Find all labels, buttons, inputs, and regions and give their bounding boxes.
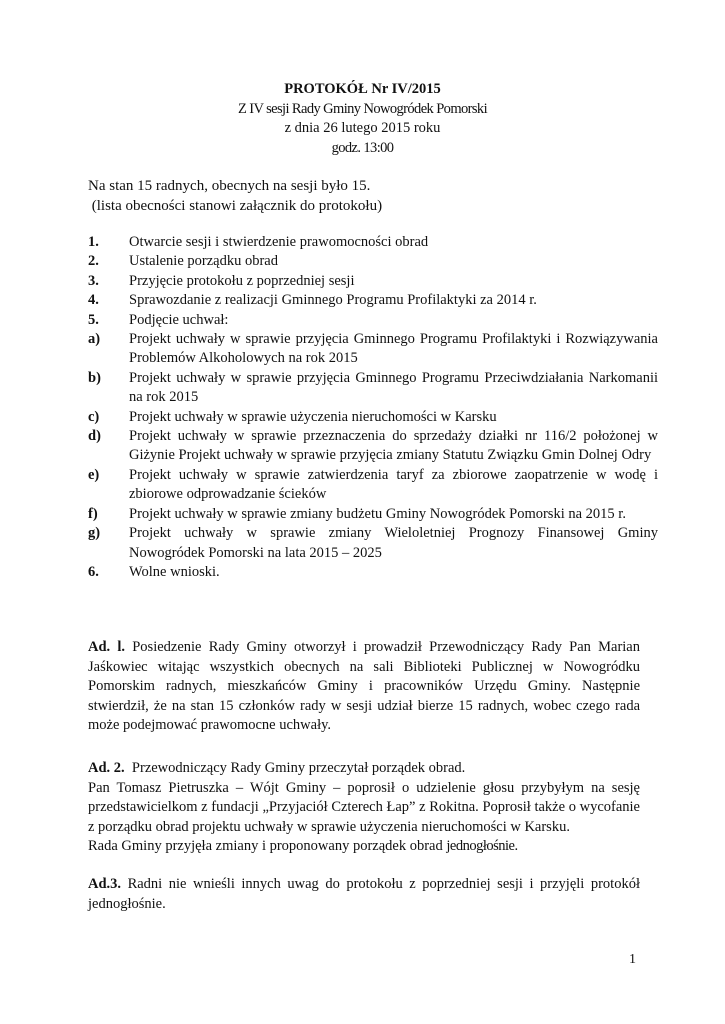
agenda-item-number: g) <box>88 525 101 542</box>
agenda-item-number: e) <box>88 466 100 483</box>
ad1-text: Posiedzenie Rady Gminy otworzył i prowadził Przewodniczący Rady Pan Marian Jaśkowiec witając wszystkich obecnych na sali Biblioteki Publicznej w Nowogródku Pomorskim radnych, mieszkańców Gminy i pracowników Urzędu Gminy. Następnie stwierdził, że na stan 15 członków rady w sesji udział bierze 15 radnych, wobec czego rada może podejmować prawomocne uchwały. <box>88 639 640 733</box>
section-ad1 <box>88 638 640 736</box>
ad3-label: Ad.3. <box>88 876 122 892</box>
section-ad3 <box>88 875 640 914</box>
ad3-text: Radni nie wnieśli innych uwag do protokołu z poprzedniej sesji i przyjęli protokół jednogłośnie. <box>88 876 640 912</box>
agenda-item-number: a) <box>88 331 101 348</box>
agenda-item-text: Projekt uchwały w sprawie zmiany budżetu Gminy Nowogródek Pomorski na 2015 r. <box>129 505 626 522</box>
agenda-item-text: Sprawozdanie z realizacji Gminnego Programu Profilaktyki za 2014 r. <box>129 292 537 309</box>
ad2-paragraph <box>88 779 640 838</box>
agenda-item-text: Otwarcie sesji i stwierdzenie prawomocności obrad <box>129 234 429 250</box>
agenda-item <box>88 466 658 505</box>
ad2-text-1: Przewodniczący Rady Gminy przeczytał porządek obrad. <box>124 760 466 776</box>
ad2-text-2: Pan Tomasz Pietruszka – Wójt Gminy – poprosił o udzielenie głosu przybyłym na sesję przedstawicielkom z fundacji „Przyjaciół Czterech Łap” z Rokitna. Poprosił także o wycofanie z porządku obrad projektu uchwały w sprawie użyczenia nieruchomości w Karsku. <box>88 779 640 835</box>
agenda-item-number: 2. <box>88 253 99 270</box>
agenda-item <box>88 505 658 524</box>
attendance-note <box>88 176 648 216</box>
attendance-list-note: (lista obecności stanowi załącznik do protokołu) <box>88 198 383 214</box>
protocol-title: PROTOKÓŁ Nr IV/2015 <box>284 81 441 97</box>
agenda-item <box>88 311 658 330</box>
agenda-item-number: 1. <box>88 234 99 250</box>
ad2-text-3-unanimous: jednogłośnie. <box>446 838 518 854</box>
agenda-item-text: Projekt uchwały w sprawie zatwierdzenia taryf za zbiorowe zaopatrzenie w wodę i zbiorowe odprowadzanie ścieków <box>129 466 658 503</box>
session-subtitle: Z IV sesji Rady Gminy Nowogródek Pomorski <box>237 100 487 117</box>
document-header <box>0 80 725 158</box>
agenda-item-text: Projekt uchwały w sprawie przyjęcia Gminnego Programu Przeciwdziałania Narkomanii na rok 2015 <box>129 369 658 406</box>
agenda-item-number: c) <box>88 408 100 425</box>
agenda-item-number: d) <box>88 428 101 445</box>
agenda-item <box>88 252 658 271</box>
page-number: 1 <box>629 952 636 967</box>
agenda-item-text: Wolne wnioski. <box>129 563 220 580</box>
ad2-text-3: Rada Gminy przyjęła zmiany i proponowany porządek obrad <box>88 838 447 854</box>
agenda-item-text: Projekt uchwały w sprawie zmiany Wieloletniej Prognozy Finansowej Gminy Nowogródek Pomorski na lata 2015 – 2025 <box>129 525 658 561</box>
ad1-paragraph <box>88 638 640 736</box>
agenda-item <box>88 408 658 427</box>
agenda-item-number: 4. <box>88 292 99 309</box>
agenda-item <box>88 272 658 291</box>
agenda-item-text: Ustalenie porządku obrad <box>129 253 278 270</box>
agenda-list <box>88 233 658 582</box>
ad2-paragraph <box>88 759 640 779</box>
session-time: godz. 13:00 <box>331 139 394 156</box>
attendance-line: Na stan 15 radnych, obecnych na sesji było 15. <box>88 178 371 194</box>
agenda-item-number: f) <box>88 505 98 522</box>
agenda-item-text: Podjęcie uchwał: <box>129 311 229 328</box>
agenda-item-text: Projekt uchwały w sprawie przyjęcia Gminnego Programu Profilaktyki i Rozwiązywania Problemów Alkoholowych na rok 2015 <box>129 331 658 367</box>
ad2-label: Ad. 2. <box>88 760 125 776</box>
agenda-item <box>88 291 658 310</box>
agenda-item-text: Projekt uchwały w sprawie przeznaczenia do sprzedaży działki nr 116/2 położonej w Giżynie Projekt uchwały w sprawie przyjęcia zmiany Statutu Związku Gmin Dolnej Odry <box>129 428 658 464</box>
agenda-item-number: 3. <box>88 272 99 289</box>
agenda-item <box>88 330 658 369</box>
agenda-item <box>88 427 658 466</box>
section-ad2 <box>88 759 640 857</box>
agenda-item-number: b) <box>88 369 101 386</box>
agenda-item-text: Przyjęcie protokołu z poprzedniej sesji <box>129 272 355 289</box>
agenda-item-text: Projekt uchwały w sprawie użyczenia nieruchomości w Karsku <box>129 408 497 425</box>
agenda-item <box>88 524 658 563</box>
agenda-item-number: 5. <box>88 311 99 328</box>
agenda-item <box>88 369 658 408</box>
ad3-paragraph <box>88 875 640 914</box>
agenda-item <box>88 233 658 252</box>
ad1-label: Ad. l. <box>88 639 126 655</box>
agenda-item <box>88 563 658 582</box>
agenda-item-number: 6. <box>88 563 99 580</box>
session-date: z dnia 26 lutego 2015 roku <box>284 120 441 136</box>
ad2-paragraph <box>88 837 640 857</box>
